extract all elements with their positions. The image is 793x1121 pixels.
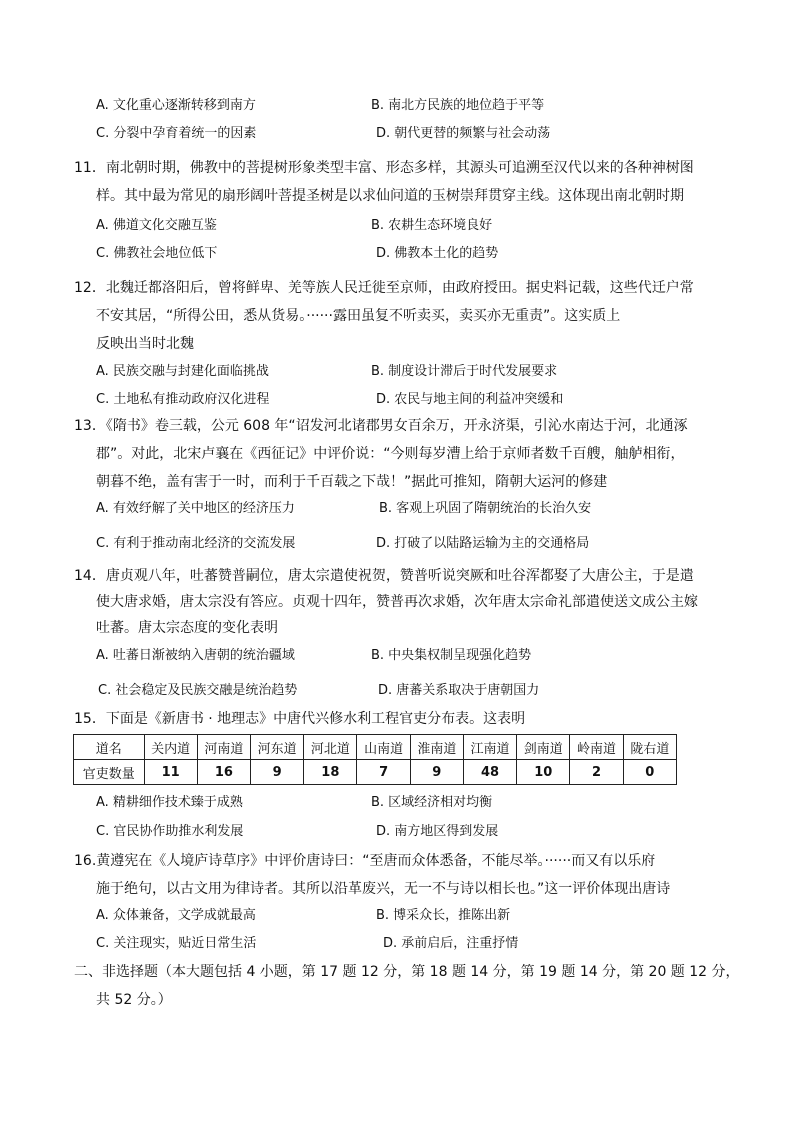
- q16-stem-line-1: 16.黄遵宪在《人境庐诗草序》中评价唐诗曰：“至唐而众体悉备，不能尽举。······而又有以乐府: [74, 853, 656, 869]
- irrigation-officials-table: [73, 734, 677, 785]
- table-cell: 10: [517, 760, 570, 785]
- table-row: [74, 760, 677, 785]
- q16-option-b: B. 博采众长，推陈出新: [376, 908, 511, 923]
- q11-stem-line-1: 11．南北朝时期，佛教中的菩提树形象类型丰富、形态多样，其源头可追溯至汉代以来的各种神树图: [74, 160, 694, 176]
- table-cell: 7: [357, 760, 410, 785]
- q16-option-c: C. 关注现实，贴近日常生活: [96, 936, 257, 951]
- q10-option-b: B. 南北方民族的地位趋于平等: [371, 98, 545, 113]
- q16-option-a: A. 众体兼备，文学成就最高: [96, 908, 256, 923]
- q12-stem-line-2: 不安其居，“所得公田，悉从货易。······露田虽复不听卖买，卖买亦无重责”。这实质上: [96, 308, 621, 324]
- q16-option-d: D. 承前启后，注重抒情: [383, 936, 519, 951]
- table-header-cell: 河北道: [304, 735, 357, 760]
- table-header-cell: 岭南道: [570, 735, 623, 760]
- q15-option-b: B. 区域经济相对均衡: [371, 795, 493, 810]
- q11-option-b: B. 农耕生态环境良好: [371, 218, 493, 233]
- q15-option-a: A. 精耕细作技术臻于成熟: [96, 795, 243, 810]
- q12-option-a: A. 民族交融与封建化面临挑战: [96, 364, 269, 379]
- q14-option-d: D. 唐蕃关系取决于唐朝国力: [378, 683, 540, 698]
- q15-option-d: D. 南方地区得到发展: [376, 824, 499, 839]
- q15-option-c: C. 官民协作助推水利发展: [96, 824, 244, 839]
- q10-option-d: D. 朝代更替的频繁与社会动荡: [376, 126, 551, 141]
- q11-stem-line-2: 样。其中最为常见的扇形阔叶菩提圣树是以求仙问道的玉树崇拜贯穿主线。这体现出南北朝时期: [96, 188, 684, 204]
- q15-stem-line-1: 15．下面是《新唐书 · 地理志》中唐代兴修水利工程官吏分布表。这表明: [74, 711, 526, 727]
- q11-option-d: D. 佛教本土化的趋势: [376, 246, 499, 261]
- q12-stem-line-1: 12．北魏迁都洛阳后，曾将鲜卑、羌等族人民迁徙至京师，由政府授田。据史料记载，这些代迁户常: [74, 280, 694, 296]
- section-2-heading-line-1: 二、非选择题（本大题包括 4 小题，第 17 题 12 分，第 18 题 14 分，第 19 题 14 分，第 20 题 12 分，: [74, 964, 740, 980]
- table-header-cell: 山南道: [357, 735, 410, 760]
- q10-option-c: C. 分裂中孕育着统一的因素: [96, 126, 257, 141]
- table-cell: 11: [144, 760, 197, 785]
- table-header-cell: 剑南道: [517, 735, 570, 760]
- q12-stem-line-3: 反映出当时北魏: [96, 336, 194, 352]
- q13-stem-line-1: 13．《隋书》卷三载，公元 608 年“诏发河北诸郡男女百余万，开永济渠，引沁水南达于河，北通涿: [74, 418, 688, 434]
- table-header-cell: 江南道: [463, 735, 516, 760]
- q13-option-b: B. 客观上巩固了隋朝统治的长治久安: [379, 501, 592, 516]
- q14-option-c: C. 社会稳定及民族交融是统治趋势: [98, 683, 298, 698]
- q14-option-a: A. 吐蕃日渐被纳入唐朝的统治疆域: [96, 648, 295, 663]
- table-cell: 9: [251, 760, 304, 785]
- q12-option-b: B. 制度设计滞后于时代发展要求: [371, 364, 558, 379]
- table-cell: 0: [623, 760, 676, 785]
- table-cell: 2: [570, 760, 623, 785]
- table-header-label: 道名: [74, 735, 145, 760]
- q14-stem-line-3: 吐蕃。唐太宗态度的变化表明: [96, 620, 278, 636]
- q11-option-a: A. 佛道文化交融互鉴: [96, 218, 217, 233]
- q14-stem-line-2: 使大唐求婚，唐太宗没有答应。贞观十四年，赞普再次求婚，次年唐太宗命礼部遣使送文成公主嫁: [96, 594, 698, 610]
- table-cell: 16: [197, 760, 250, 785]
- table-header-cell: 河南道: [197, 735, 250, 760]
- q12-option-d: D. 农民与地主间的利益冲突缓和: [376, 392, 564, 407]
- q16-stem-line-2: 施于绝句，以古文用为律诗者。其所以沿革废兴，无一不与诗以相长也。”这一评价体现出唐诗: [96, 881, 671, 897]
- table-header-cell: 陇右道: [623, 735, 676, 760]
- q13-option-a: A. 有效纾解了关中地区的经济压力: [96, 501, 295, 516]
- table-row-label: 官吏数量: [74, 760, 145, 785]
- table-header-cell: 淮南道: [410, 735, 463, 760]
- q13-option-d: D. 打破了以陆路运输为主的交通格局: [376, 536, 590, 551]
- section-2-heading-line-2: 共 52 分。）: [96, 992, 172, 1008]
- q14-option-b: B. 中央集权制呈现强化趋势: [371, 648, 532, 663]
- q14-stem-line-1: 14．唐贞观八年，吐蕃赞普嗣位，唐太宗遣使祝贺，赞普听说突厥和吐谷浑都娶了大唐公主，于是遣: [74, 568, 694, 584]
- q13-stem-line-2: 郡”。对此，北宋卢襄在《西征记》中评价说：“今则每岁漕上给于京师者数千百艘，舳舻相衔，: [96, 446, 685, 462]
- q12-option-c: C. 土地私有推动政府汉化进程: [96, 392, 270, 407]
- q13-option-c: C. 有利于推动南北经济的交流发展: [96, 536, 296, 551]
- table-cell: 48: [463, 760, 516, 785]
- table-header-cell: 河东道: [251, 735, 304, 760]
- q10-option-a: A. 文化重心逐渐转移到南方: [96, 98, 256, 113]
- table-cell: 18: [304, 760, 357, 785]
- table-header-row: [74, 735, 677, 760]
- table-cell: 9: [410, 760, 463, 785]
- q11-option-c: C. 佛教社会地位低下: [96, 246, 218, 261]
- table-header-cell: 关内道: [144, 735, 197, 760]
- q13-stem-line-3: 朝暮不绝，盖有害于一时，而利于千百载之下哉！”据此可推知，隋朝大运河的修建: [96, 474, 608, 490]
